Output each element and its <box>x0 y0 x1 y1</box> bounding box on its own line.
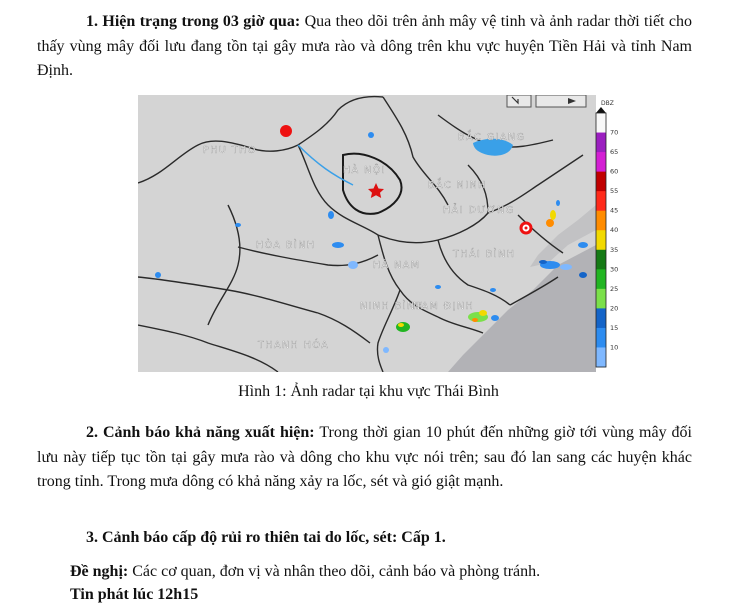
section-warning <box>37 421 692 495</box>
legend-label: 35 <box>610 245 619 254</box>
issued-time <box>70 583 470 608</box>
label-thanh-hoa: THANH HÓA <box>258 340 330 351</box>
legend-label: 60 <box>610 167 619 176</box>
location-marker-phu-tho <box>280 125 292 137</box>
proposal-text: Các cơ quan, đơn vị và nhân theo dõi, cảnh báo và phòng tránh. <box>128 563 541 580</box>
map-toolbar-box <box>507 95 531 107</box>
label-ha-noi: HÀ NỘI <box>343 165 387 176</box>
proposal <box>70 560 710 585</box>
label-hoa-binh: HÒA BÌNH <box>256 240 316 251</box>
issued-time-text: Tin phát lúc 12h15 <box>70 586 199 603</box>
legend-unit: DBZ <box>601 100 614 107</box>
legend-label: 70 <box>610 128 619 137</box>
map-toolbar-box-2 <box>536 95 586 107</box>
label-hai-duong: HẢI DƯƠNG <box>443 205 515 216</box>
legend-label: 45 <box>610 206 619 215</box>
proposal-label: Đề nghị: <box>70 563 129 580</box>
legend-color-bar <box>596 107 606 368</box>
label-thai-binh: THÁI BÌNH <box>453 249 516 260</box>
section-warning-text: Trong thời gian 10 phút đến những giờ tới vùng mây đối lưu này tiếp tục tồn tại gây mưa rào và dông cho khu vực nói trên; sau đó lan sang các huyện khác trong tỉnh. Trong mưa dông có khả năng xảy ra lốc, sét và gió giật mạnh. <box>37 424 692 490</box>
label-ha-nam: HÀ NAM <box>373 260 421 271</box>
legend-label: 15 <box>610 323 619 332</box>
section-current-status-text: Qua theo dõi trên ảnh mây vệ tinh và ảnh radar thời tiết cho thấy vùng mây đối lưu đang tồn tại gây mưa rào và dông trên khu vực huyện Tiền Hải và tỉnh Nam Định. <box>37 13 693 79</box>
legend-swatch <box>596 328 606 348</box>
legend-label: 65 <box>610 148 619 157</box>
label-bac-giang: BẮC GIANG <box>458 132 526 143</box>
label-phu-tho: PHU THO <box>203 145 257 156</box>
legend-label: 40 <box>610 226 619 235</box>
legend-label: 30 <box>610 265 619 274</box>
legend-swatch <box>596 133 606 153</box>
section-current-status-heading: 1. Hiện trạng trong 03 giờ qua: <box>86 13 301 30</box>
legend-swatch <box>596 211 606 231</box>
legend-swatch <box>596 230 606 250</box>
section-risk-level-heading: 3. Cảnh báo cấp độ rủi ro thiên tai do lốc, sét: Cấp 1. <box>86 529 446 546</box>
legend-label: 20 <box>610 304 619 313</box>
legend-swatch <box>596 308 606 328</box>
legend-swatch <box>596 152 606 172</box>
legend-swatch <box>596 269 606 289</box>
radar-map <box>138 95 629 372</box>
legend-swatch <box>596 289 606 309</box>
legend-label: 10 <box>610 343 619 352</box>
legend-swatch <box>596 347 606 367</box>
section-risk-level <box>86 526 706 551</box>
label-nam-dinh: NAM ĐỊNH <box>413 301 475 312</box>
legend-swatch <box>596 172 606 192</box>
legend-swatch <box>596 250 606 270</box>
legend-label: 25 <box>610 284 619 293</box>
label-bac-ninh: BẮC NINH <box>428 180 487 191</box>
figure-caption: Hình 1: Ảnh radar tại khu vực Thái Bình <box>238 383 499 400</box>
legend-swatch <box>596 113 606 133</box>
label-ninh-binh: NINH BÌNH <box>360 301 425 312</box>
section-current-status <box>37 10 692 84</box>
radar-figure <box>138 95 629 372</box>
section-warning-heading: 2. Cảnh báo khả năng xuất hiện: <box>86 424 315 441</box>
legend-label: 55 <box>610 187 619 196</box>
legend-swatch <box>596 191 606 211</box>
